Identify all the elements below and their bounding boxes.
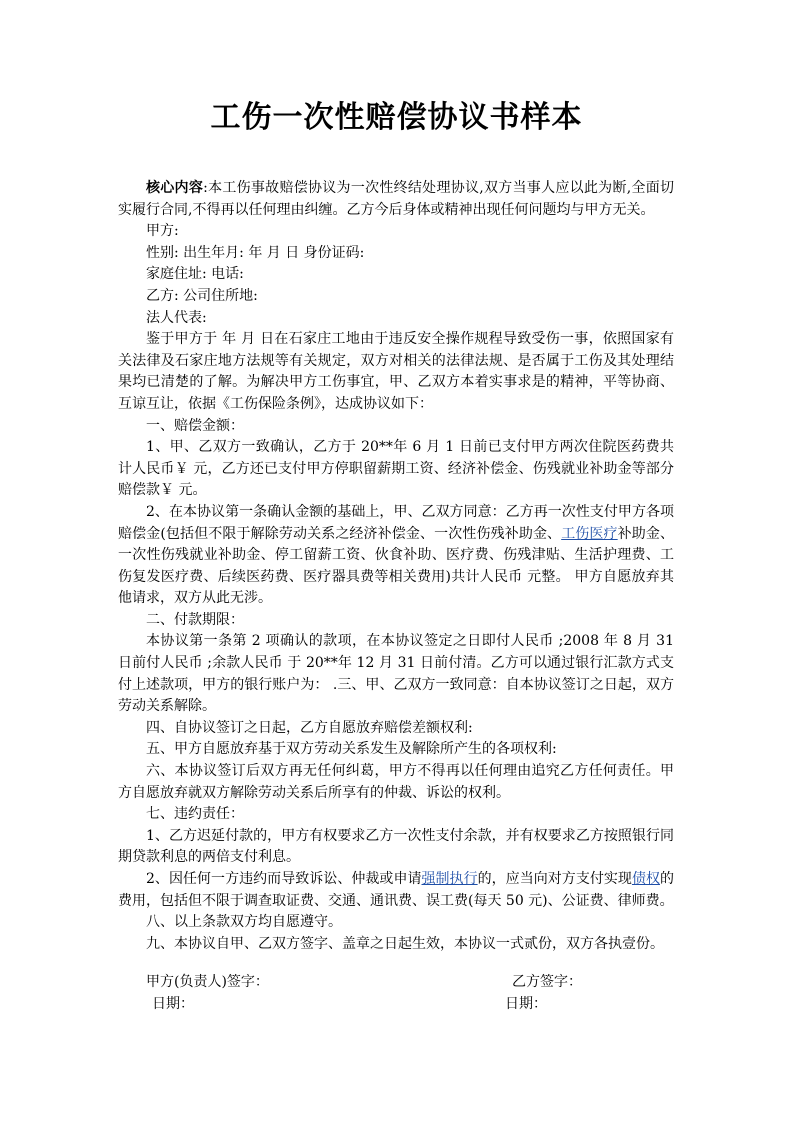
section-9: 九、本协议自甲、乙双方签字、盖章之日起生效，本协议一式贰份，双方各执壹份。 — [146, 935, 664, 952]
section-4: 四、自协议签订之日起，乙方自愿放弃赔偿差额权利: — [146, 719, 473, 736]
party-b-date-label: 日期： — [505, 996, 547, 1012]
section-5: 五、甲方自愿放弃基于双方劳动关系发生及解除所产生的各项权利: — [146, 741, 557, 758]
document-title: 工伤一次性赔偿协议书样本 — [210, 100, 583, 135]
address-phone-line: 家庭住址: 电话: — [146, 266, 244, 283]
section-1-item-2 — [118, 502, 674, 610]
section-1-heading: 一、赔偿金额： — [146, 417, 244, 434]
creditor-rights-link[interactable]: 债权 — [631, 871, 661, 887]
section-7-item-1: 1、乙方迟延付款的，甲方有权要求乙方一次性支付余款，并有权要求乙方按照银行同期贷款利息的两倍支付利息。 — [118, 827, 674, 866]
document-body — [118, 178, 674, 955]
party-a-line: 甲方: — [146, 223, 179, 240]
section-7-item-2 — [118, 869, 674, 912]
party-b-signature-label: 乙方签字： — [512, 974, 582, 990]
section-6: 六、本协议签订后双方再无任何纠葛，甲方不得再以任何理由追究乙方任何责任。甲方自愿放弃就双方解除劳动关系后所享有的仲裁、诉讼的权利。 — [118, 763, 674, 801]
enforcement-link[interactable]: 强制执行 — [421, 871, 478, 887]
payment-terms-paragraph: 本协议第一条第 2 项确认的款项，在本协议签定之日即付人民币 ;2008 年 8 月 31 日前付人民币 ;余款人民币 于 20**年 12 月 31 日前付清。乙方可以通过银行汇款方式支付上述款项，甲方的银行账户为： .三、甲、乙双方一致同意：自本协议签订之日起，双方劳动关系解除。 — [118, 633, 674, 715]
section-1-item-1: 1、甲、乙双方一致确认，乙方于 20**年 6 月 1 日前已支付甲方两次住院医药费共计人民币￥ 元，乙方还已支付甲方停职留薪期工资、经济补偿金、伤残就业补助金等部分赔偿款￥ 元。 — [118, 439, 674, 499]
work-injury-medical-link[interactable]: 工伤医疗 — [561, 525, 618, 542]
item-text: 2、在本协议第一条确认金额的基础上，甲、乙双方同意：乙方再一次性支付甲方各项赔偿金(包括但不限于解除劳动关系之经济补偿金、一次性伤残补助金、 — [118, 503, 674, 542]
section-7-heading: 七、违约责任： — [146, 806, 244, 823]
core-content-label: 核心内容 — [146, 180, 204, 196]
item-text: 的费用，包括但不限于调查取证费、交通、通讯费、误工费(每天 50 元)、公证费、律师费。 — [118, 871, 675, 909]
gender-birth-id-line: 性别: 出生年月: 年 月 日 身份证码: — [146, 244, 365, 261]
section-8: 八、以上条款双方均自愿遵守。 — [146, 914, 342, 931]
item-text: 2、因任何一方违约而导致诉讼、仲裁或申请 — [146, 871, 422, 887]
party-a-date-label: 日期： — [152, 996, 194, 1012]
party-a-signature-label: 甲方(负责人)签字： — [146, 974, 269, 990]
party-b-line: 乙方: 公司住所地: — [146, 287, 258, 304]
legal-representative-line: 法人代表: — [146, 309, 207, 326]
recital-paragraph: 鉴于甲方于 年 月 日在石家庄工地由于违反安全操作规程导致受伤一事，依照国家有关法律及石家庄地方法规等有关规定，双方对相关的法律法规、是否属于工伤及其处理结果均已清楚的了解。为解决甲方工伤事宜，甲、乙双方本着实事求是的精神，平等协商、互谅互让，依据《工伤保险条例》，达成协议如下： — [118, 331, 674, 412]
core-content-paragraph — [118, 178, 674, 221]
item-text: 的，应当向对方支付实现 — [477, 871, 632, 887]
item-text: 补助金、一次性伤残就业补助金、停工留薪工资、伙食补助、医疗费、伤残津贴、生活护理费、工伤复发医疗费、后续医药费、医疗器具费等相关费用)共计人民币 元整。 甲方自愿放弃其他请求，双方从此无涉。 — [118, 525, 675, 607]
core-content-text: :本工伤事故赔偿协议为一次性终结处理协议,双方当事人应以此为断,全面切实履行合同,不得再以任何理由纠缠。乙方今后身体或精神出现任何问题均与甲方无关。 — [118, 180, 674, 218]
section-2-heading: 二、付款期限： — [146, 611, 244, 628]
